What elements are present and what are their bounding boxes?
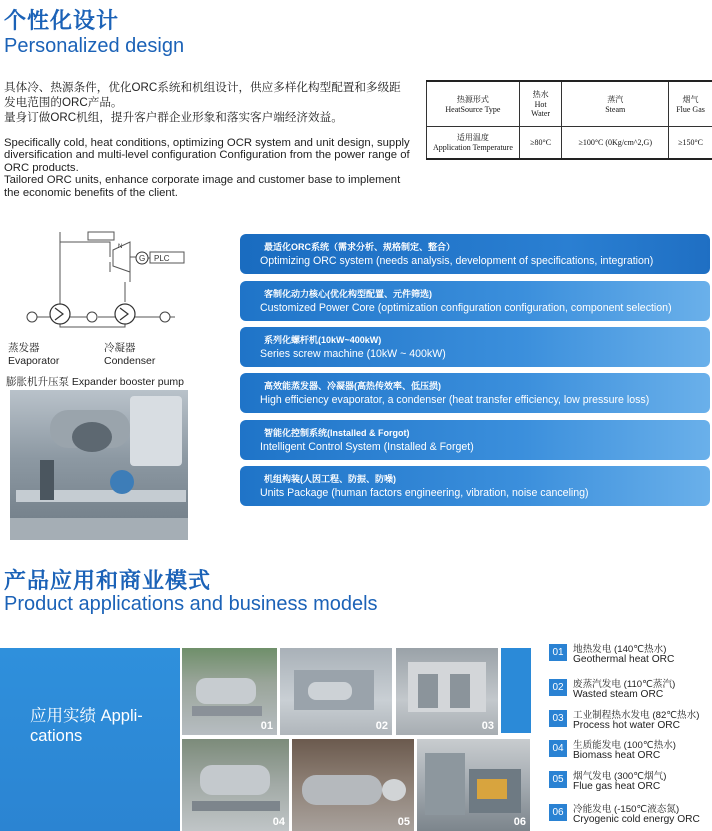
photo-number: 02 [375, 720, 388, 732]
feature-desc-en: Series screw machine (10kW ~ 400kW) [260, 348, 446, 360]
pump-cn: 膨胀机升压泵 [6, 376, 69, 388]
table-cell [427, 126, 520, 159]
application-item [549, 768, 712, 796]
feature-bar [240, 466, 710, 506]
accent-strip [501, 648, 531, 733]
section2-title-en: Product applications and business models [4, 593, 378, 615]
photo-number: 04 [272, 816, 285, 828]
application-photo [182, 739, 289, 831]
photo-number: 01 [260, 720, 273, 732]
intro-en-line: Specifically cold, heat conditions, optimizing OCR system and unit design, supply [4, 137, 410, 149]
application-cn: 生质能发电 (100℃热水) [573, 740, 676, 751]
orc-schematic [0, 222, 235, 342]
evaporator-en: Evaporator [8, 355, 60, 367]
application-cn: 工业制程热水发电 (82℃热水) [573, 710, 700, 721]
condenser-en: Condenser [104, 355, 156, 367]
cell-text: 热源形式 [456, 94, 489, 104]
application-number: 02 [549, 679, 567, 696]
section-title-en: Personalized design [4, 35, 185, 57]
application-en: Geothermal heat ORC [573, 654, 675, 665]
cell-text: 烟气 [682, 94, 699, 104]
intro-cn-line: 发电范围的ORC产品。 [4, 96, 123, 109]
table-cell: ≥150°C [669, 126, 712, 159]
application-item [549, 676, 712, 704]
application-number: 06 [549, 804, 567, 821]
intro-en [4, 137, 424, 199]
application-en: Process hot water ORC [573, 720, 681, 731]
condenser-cn: 冷凝器 [104, 342, 136, 354]
table-header-cell [519, 81, 562, 126]
evaporator-icon [50, 304, 70, 324]
cell-text: 蒸汽 [607, 94, 624, 104]
feature-title-cn: 机组构装(人因工程、防振、防噪) [264, 474, 396, 484]
feature-bar [240, 420, 710, 460]
feature-title-cn: 智能化控制系统(Installed & Forgot) [264, 428, 410, 438]
heat-source-table [426, 80, 712, 160]
application-cn: 烟气发电 (300℃烟气) [573, 771, 667, 782]
box-title-line: cations [30, 727, 83, 745]
application-photo [280, 648, 392, 735]
plc-label: PLC [154, 254, 170, 263]
feature-desc-en: Optimizing ORC system (needs analysis, development of specifications, integration) [260, 255, 654, 267]
applications-box [0, 648, 180, 831]
feature-title-cn: 最适化ORC系统（需求分析、规格制定、整合） [264, 242, 456, 252]
application-item [549, 641, 712, 669]
table-header-cell [562, 81, 669, 126]
table-cell: ≥80°C [519, 126, 562, 159]
pump-en: Expander booster pump [71, 376, 184, 388]
feature-title-cn: 客制化动力核心(优化构型配置、元件筛选) [264, 289, 432, 299]
cell-text: Water [531, 109, 551, 119]
photo-number: 03 [481, 720, 494, 732]
application-item [549, 737, 712, 765]
intro-en-line: Tailored ORC units, enhance corporate image and customer base to implement [4, 174, 401, 187]
pipe-line [60, 242, 110, 317]
feature-desc-en: Intelligent Control System (Installed & Forget) [260, 441, 474, 453]
condenser-caption [104, 342, 155, 368]
intro-cn-line: 具体冷、热源条件，优化ORC系统和机组设计，供应多样化构型配置和多级距 [4, 81, 401, 94]
intro-en-line: ORC products. [4, 161, 79, 174]
cell-text: Steam [605, 104, 626, 114]
table-row [427, 126, 712, 159]
feature-desc-en: High efficiency evaporator, a condenser (heat transfer efficiency, low pressure loss) [260, 394, 650, 406]
intro-cn [4, 80, 424, 125]
feature-title-cn: 高效能蒸发器、冷凝器(高热传效率、低压损) [264, 381, 441, 391]
turbine-label: N [118, 244, 123, 250]
application-en: Cryogenic cold energy ORC [573, 814, 700, 825]
pump-caption [6, 374, 184, 389]
feature-title-cn: 系列化螺杆机(10kW~400kW) [264, 335, 382, 345]
feature-bar [240, 373, 710, 413]
application-photo [182, 648, 277, 735]
table-header-cell [427, 81, 520, 126]
cell-text: Application Temperature [432, 143, 513, 153]
feature-bar [240, 327, 710, 367]
application-photo [417, 739, 530, 831]
application-en: Flue gas heat ORC [573, 781, 661, 792]
generator-label: G [139, 254, 146, 263]
applications-box-title [30, 706, 143, 746]
application-item [549, 801, 712, 829]
photo-number: 05 [397, 816, 410, 828]
evaporator-cn: 蒸发器 [8, 342, 40, 354]
cell-text: 适用温度 [456, 133, 489, 143]
condenser-icon [115, 304, 135, 324]
intro-cn-line: 量身订做ORC机组，提升客户群企业形象和落实客户端经济效益。 [4, 111, 343, 124]
orc-unit-photo [10, 390, 188, 540]
application-number: 03 [549, 710, 567, 727]
application-en: Biomass heat ORC [573, 750, 661, 761]
intro-en-line: the economic benefits of the client. [4, 186, 178, 199]
table-header-cell [669, 81, 712, 126]
feature-desc-en: Customized Power Core (optimization configuration configuration, component selection) [260, 302, 672, 314]
application-photo [396, 648, 498, 735]
application-cn: 地热发电 (140℃热水) [573, 644, 667, 655]
box-title-line: 应用实绩 Appli- [30, 707, 143, 725]
section-title-cn: 个性化设计 [4, 8, 120, 33]
cell-text: HeatSource Type [445, 104, 501, 114]
application-en: Wasted steam ORC [573, 689, 664, 700]
application-item [549, 707, 712, 735]
application-cn: 废蒸汽发电 (110℃蒸汽) [573, 679, 676, 690]
application-number: 01 [549, 644, 567, 661]
application-photo [292, 739, 414, 831]
section2-title-cn: 产品应用和商业模式 [4, 568, 212, 593]
evaporator-caption [8, 342, 59, 368]
application-number: 05 [549, 771, 567, 788]
table-cell: ≥100°C (0Kg/cm^2,G) [562, 126, 669, 159]
cell-text: 热水 [532, 90, 549, 100]
intro-en-line: diversification and multi-level configuration Configuration from the power range of [4, 149, 410, 162]
table-row [427, 81, 712, 126]
application-cn: 冷能发电 (-150℃液态氮) [573, 804, 680, 815]
cell-text: Hot [534, 100, 547, 110]
feature-desc-en: Units Package (human factors engineering, vibration, noise canceling) [260, 487, 589, 499]
cell-text: Flue Gas [676, 104, 705, 114]
feature-bar [240, 281, 710, 321]
photo-number: 06 [513, 816, 526, 828]
application-number: 04 [549, 740, 567, 757]
feature-bar [240, 234, 710, 274]
